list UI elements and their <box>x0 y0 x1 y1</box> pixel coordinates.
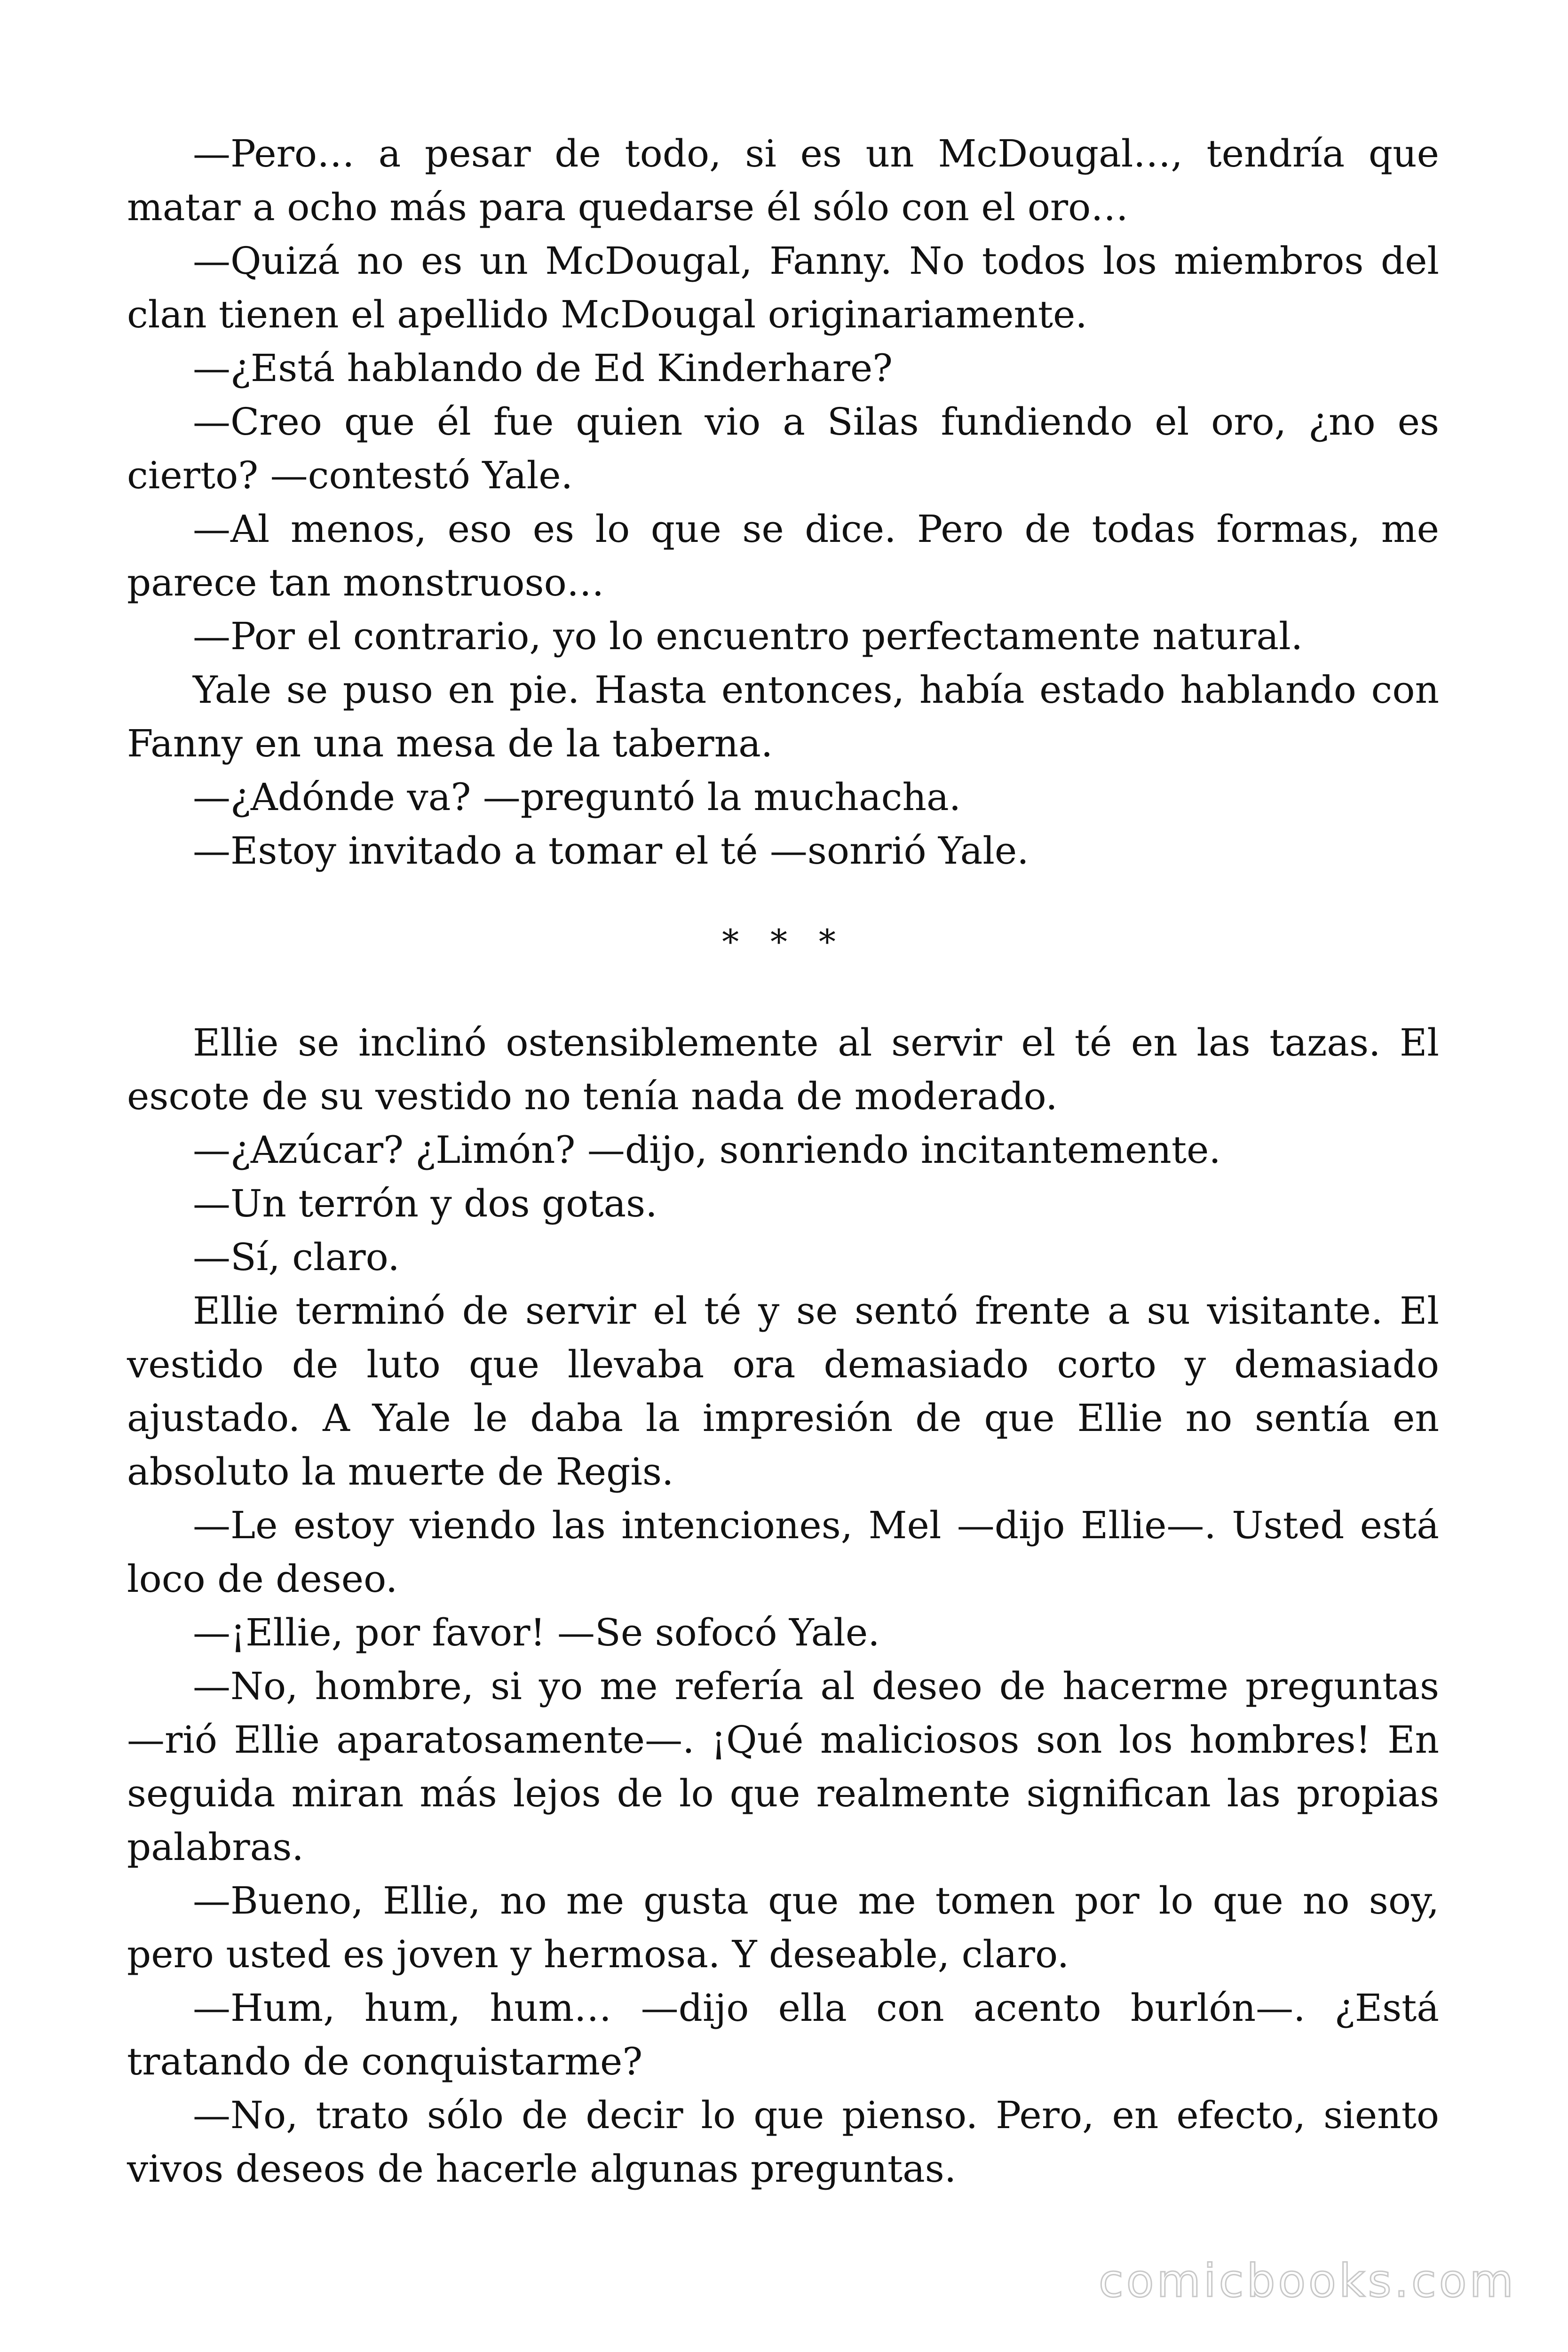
paragraph: —Bueno, Ellie, no me gusta que me tomen por lo que no soy, pero usted es joven y hermosa. Y deseable, claro. <box>127 1879 1439 1976</box>
paragraph: —¡Ellie, por favor! —Se sofocó Yale. <box>193 1611 880 1654</box>
paragraph: —Al menos, eso es lo que se dice. Pero de todas formas, me parece tan monstruoso… <box>127 507 1439 604</box>
paragraph: —Por el contrario, yo lo encuentro perfectamente natural. <box>193 614 1303 658</box>
paragraph: —¿Azúcar? ¿Limón? —dijo, sonriendo incitantemente. <box>193 1128 1221 1172</box>
paragraph: —Creo que él fue quien vio a Silas fundiendo el oro, ¿no es cierto? —contestó Yale. <box>127 400 1439 497</box>
paragraph: —Quizá no es un McDougal, Fanny. No todos los miembros del clan tienen el apellido McDougal originariamente. <box>127 239 1439 336</box>
paragraph: Yale se puso en pie. Hasta entonces, había estado hablando con Fanny en una mesa de la taberna. <box>127 668 1439 765</box>
paragraph: —No, trato sólo de decir lo que pienso. Pero, en efecto, siento vivos deseos de hacerle algunas preguntas. <box>127 2093 1439 2191</box>
paragraph: —No, hombre, si yo me refería al deseo de hacerme preguntas —rió Ellie aparatosamente—. ¡Qué maliciosos son los hombres! En seguida miran más lejos de lo que realmente significan las propias palabras. <box>127 1664 1439 1869</box>
paragraph: —Un terrón y dos gotas. <box>193 1182 657 1225</box>
text-section-one <box>127 127 1439 878</box>
paragraph: —¿Está hablando de Ed Kinderhare? <box>193 346 893 390</box>
paragraph: —Estoy invitado a tomar el té —sonrió Yale. <box>193 829 1029 873</box>
paragraph: Ellie terminó de servir el té y se sentó frente a su visitante. El vestido de luto que llevaba ora demasiado corto y demasiado ajustado. A Yale le daba la impresión de que Ellie no sentía en absoluto la muerte de Regis. <box>127 1289 1439 1494</box>
paragraph: —Pero… a pesar de todo, si es un McDougal…, tendría que matar a ocho más para quedarse él sólo con el oro… <box>127 132 1439 229</box>
paragraph: —Le estoy viendo las intenciones, Mel —dijo Ellie—. Usted está loco de deseo. <box>127 1503 1439 1601</box>
paragraph: Ellie se inclinó ostensiblemente al servir el té en las tazas. El escote de su vestido no tenía nada de moderado. <box>127 1021 1439 1118</box>
text-section-two <box>127 1016 1439 2196</box>
scene-break: * * * <box>722 922 846 961</box>
paragraph: —¿Adónde va? —preguntó la muchacha. <box>193 775 961 819</box>
watermark: comicbooks.com <box>1098 2255 1516 2307</box>
paragraph: —Hum, hum, hum… —dijo ella con acento burlón—. ¿Está tratando de conquistarme? <box>127 1986 1439 2083</box>
paragraph: —Sí, claro. <box>193 1235 400 1279</box>
